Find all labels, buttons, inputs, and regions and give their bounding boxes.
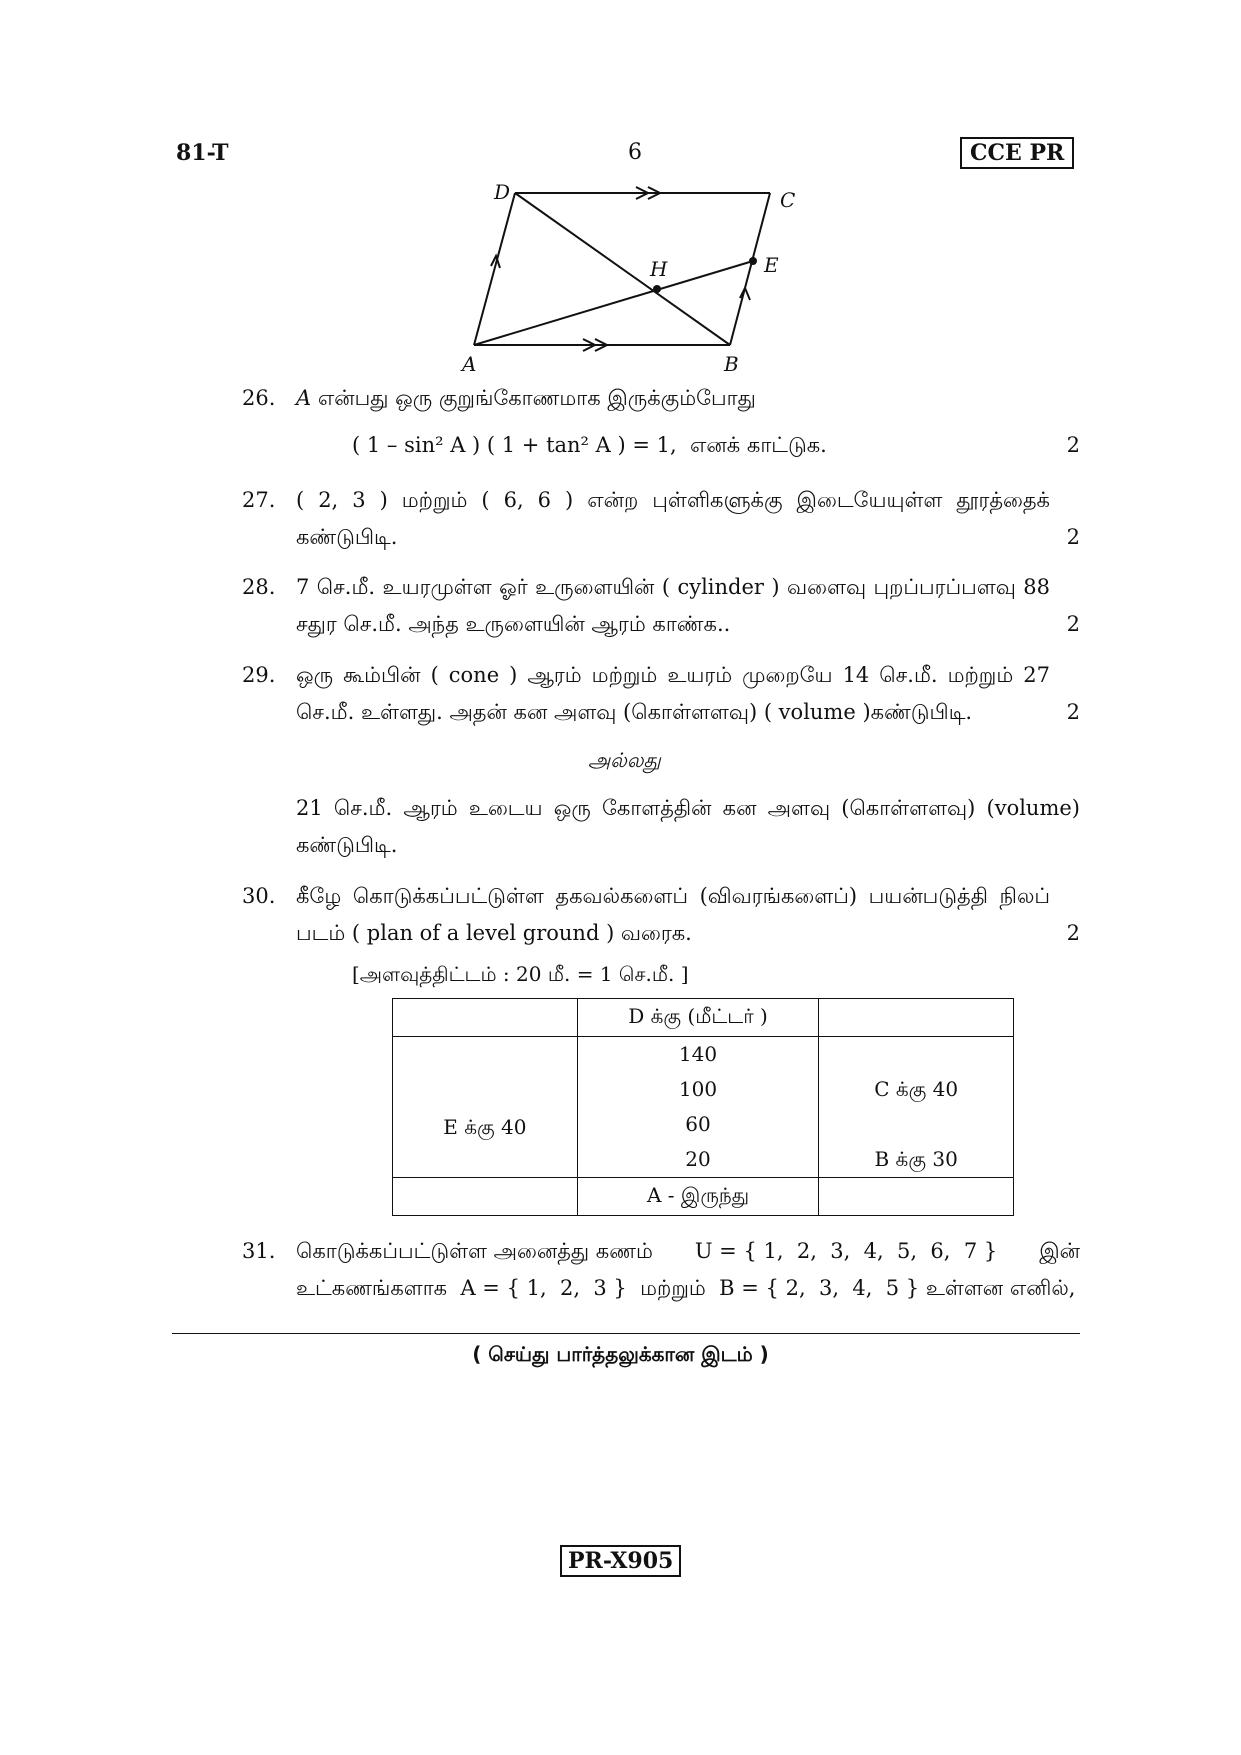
side-ad xyxy=(474,193,515,345)
question-text: ( 2, 3 ) மற்றும் ( 6, 6 ) என்ற புள்ளிகளுக்கு இடையேயுள்ள தூரத்தைக் கண்டுபிடி. xyxy=(296,488,1050,549)
distance-value: 140 xyxy=(678,1042,718,1066)
question-text: இன் xyxy=(1039,1239,1080,1263)
footer-code: PR-X905 xyxy=(560,1545,681,1577)
marks: 2 xyxy=(1066,921,1080,945)
table-left-offsets xyxy=(393,1037,578,1178)
label-b: B xyxy=(724,352,739,376)
question-number: 29. xyxy=(242,663,276,687)
marks: 2 xyxy=(1066,433,1080,457)
marks: 2 xyxy=(1066,700,1080,724)
question-text: ஒரு கூம்பின் ( cone ) ஆரம் மற்றும் உயரம் முறையே 14 செ.மீ. மற்றும் 27 செ.மீ. உள்ளது. அதன் கன அளவு (கொள்ளளவு) ( volume )கண்டுபிடி. xyxy=(296,663,1050,724)
question-text: மற்றும் xyxy=(640,1276,706,1300)
offset-c: C க்கு 40 xyxy=(874,1077,959,1101)
marks: 2 xyxy=(1066,612,1080,636)
table-distances xyxy=(577,1037,819,1178)
label-h: H xyxy=(650,257,668,281)
question-30 xyxy=(242,878,1080,952)
set-b: B = { 2, 3, 4, 5 } xyxy=(719,1276,920,1300)
distance-value: 20 xyxy=(685,1147,711,1171)
label-e: E xyxy=(764,253,779,277)
set-a: A = { 1, 2, 3 } xyxy=(460,1276,627,1300)
question-29-alternative xyxy=(242,790,1080,864)
question-number: 28. xyxy=(242,575,276,599)
question-text: கொடுக்கப்பட்டுள்ள அனைத்து கணம் xyxy=(296,1239,653,1263)
set-u: U = { 1, 2, 3, 4, 5, 6, 7 } xyxy=(694,1239,998,1263)
page-number: 6 xyxy=(628,140,642,165)
question-number: 31. xyxy=(242,1239,276,1263)
or-label: அல்லது xyxy=(588,748,661,772)
point-e xyxy=(749,257,757,265)
parallelogram-figure xyxy=(450,178,830,378)
question-text: 21 செ.மீ. ஆரம் உடைய ஒரு கோளத்தின் கன அளவு (கொள்ளளவு) (volume) கண்டுபிடி. xyxy=(296,796,1080,857)
table-right-offsets xyxy=(819,1037,1014,1178)
rough-work-label: ( செய்து பார்த்தலுக்கான இடம் ) xyxy=(472,1342,769,1366)
table-bottom-label: A - இருந்து xyxy=(577,1178,819,1216)
question-text: கீழே கொடுக்கப்பட்டுள்ள தகவல்களைப் (விவரங்களைப்) பயன்படுத்தி நிலப் படம் ( plan of a level ground ) வரைக. xyxy=(296,884,1050,945)
table-top-label: D க்கு (மீட்டர் ) xyxy=(577,999,819,1037)
variable-a: A xyxy=(296,386,312,410)
question-text: என்பது ஒரு குறுங்கோணமாக இருக்கும்போது xyxy=(317,386,756,410)
question-26 xyxy=(242,380,1080,464)
label-d: D xyxy=(494,180,511,204)
paper-code: 81-T xyxy=(176,140,229,166)
question-number: 26. xyxy=(242,386,276,410)
question-text: உள்ளன எனில், xyxy=(925,1276,1076,1300)
question-28 xyxy=(242,569,1080,643)
distance-value: 60 xyxy=(685,1112,711,1136)
distance-value: 100 xyxy=(678,1077,718,1101)
offset-e: E க்கு 40 xyxy=(443,1114,527,1139)
marks: 2 xyxy=(1066,525,1080,549)
label-a: A xyxy=(462,352,477,376)
field-book-table xyxy=(392,998,1014,1216)
paper-box-label: CCE PR xyxy=(960,137,1074,169)
divider-line xyxy=(172,1333,1080,1334)
question-29 xyxy=(242,657,1080,731)
point-h xyxy=(653,285,661,293)
formula-tail: எனக் காட்டுக. xyxy=(690,433,827,457)
question-number: 27. xyxy=(242,488,276,512)
question-27 xyxy=(242,482,1080,556)
formula: ( 1 – sin² A ) ( 1 + tan² A ) = 1, xyxy=(352,433,677,457)
question-text: 7 செ.மீ. உயரமுள்ள ஓர் உருளையின் ( cylinder ) வளைவு புறப்பரப்பளவு 88 சதுர செ.மீ. அந்த உருளையின் ஆரம் காண்க.. xyxy=(296,575,1050,636)
offset-b: B க்கு 30 xyxy=(874,1147,958,1171)
question-text: உட்கணங்களாக xyxy=(296,1276,448,1300)
label-c: C xyxy=(780,188,796,212)
question-number: 30. xyxy=(242,884,276,908)
question-31 xyxy=(242,1233,1080,1307)
scale-note: [அளவுத்திட்டம் : 20 மீ. = 1 செ.மீ. ] xyxy=(352,962,689,986)
